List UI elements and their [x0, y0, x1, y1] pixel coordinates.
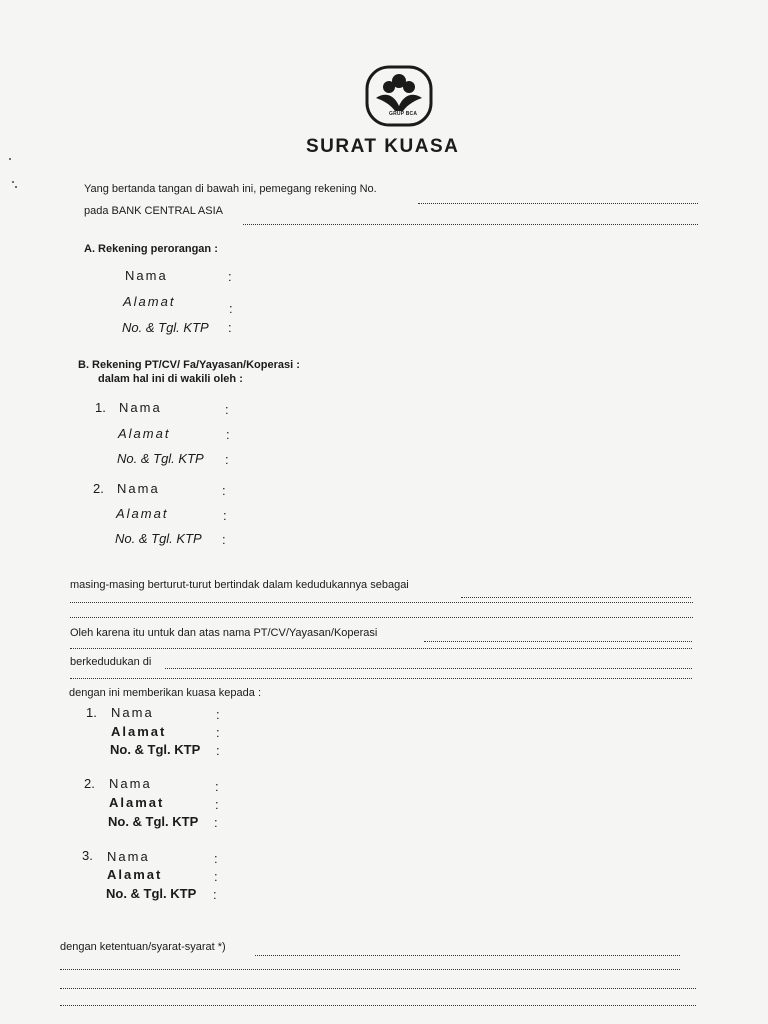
- terms-field-1[interactable]: [255, 955, 680, 956]
- kuasa-person-1-ktp-colon: :: [216, 743, 220, 758]
- kuasa-person-3-nama-label: Nama: [107, 849, 150, 864]
- account-number-field[interactable]: [418, 203, 698, 204]
- domicile-field-2[interactable]: [70, 678, 692, 679]
- section-b-person-2-ktp-label: No. & Tgl. KTP: [115, 531, 202, 546]
- section-b-person-2-number: 2.: [93, 481, 104, 496]
- intro-line-2: pada BANK CENTRAL ASIA: [84, 205, 223, 217]
- section-a-nama-colon: :: [228, 269, 232, 284]
- kuasa-person-1-alamat-label: Alamat: [111, 724, 167, 739]
- section-a-ktp-colon: :: [228, 320, 232, 335]
- scan-speck: [9, 158, 11, 160]
- ketentuan-text: dengan ketentuan/syarat-syarat *): [60, 941, 226, 953]
- kuasa-person-3-nama-colon: :: [214, 851, 218, 866]
- company-name-field-2[interactable]: [70, 648, 692, 649]
- position-field-3[interactable]: [70, 617, 693, 618]
- company-name-field-1[interactable]: [424, 641, 692, 642]
- section-a-ktp-label: No. & Tgl. KTP: [122, 320, 209, 335]
- kuasa-person-3-ktp-label: No. & Tgl. KTP: [106, 886, 197, 901]
- kuasa-person-1-ktp-label: No. & Tgl. KTP: [110, 742, 201, 757]
- terms-field-3[interactable]: [60, 988, 696, 989]
- section-b-person-1-nama-colon: :: [225, 402, 229, 417]
- terms-field-4[interactable]: [60, 1005, 696, 1006]
- scan-speck: [15, 186, 17, 188]
- section-b-subheading: dalam hal ini di wakili oleh :: [98, 373, 243, 385]
- kuasa-person-1-nama-label: Nama: [111, 705, 154, 720]
- section-a-nama-label: Nama: [125, 268, 168, 283]
- oleh-karena-text: Oleh karena itu untuk dan atas nama PT/CV/Yayasan/Koperasi: [70, 627, 378, 639]
- section-a-heading: A. Rekening perorangan :: [84, 243, 218, 255]
- section-b-person-1-nama-label: Nama: [119, 400, 162, 415]
- page-title: SURAT KUASA: [306, 136, 460, 157]
- section-b-person-2-nama-colon: :: [222, 483, 226, 498]
- domicile-field-1[interactable]: [165, 668, 692, 669]
- kuasa-person-3-ktp-colon: :: [213, 887, 217, 902]
- section-a-alamat-label: Alamat: [123, 294, 176, 309]
- kuasa-person-3-number: 3.: [82, 848, 93, 863]
- section-b-person-1-alamat-label: Alamat: [118, 426, 171, 441]
- kuasa-person-3-alamat-label: Alamat: [107, 867, 163, 882]
- section-a-alamat-colon: :: [229, 301, 233, 316]
- section-b-heading: B. Rekening PT/CV/ Fa/Yayasan/Koperasi :: [78, 359, 300, 371]
- section-b-person-2-ktp-colon: :: [222, 532, 226, 547]
- kuasa-person-1-nama-colon: :: [216, 707, 220, 722]
- kuasa-person-1-alamat-colon: :: [216, 725, 220, 740]
- kuasa-person-2-ktp-colon: :: [214, 815, 218, 830]
- section-b-person-2-nama-label: Nama: [117, 481, 160, 496]
- bca-logo-emblem-icon: [364, 64, 434, 128]
- kuasa-person-1-number: 1.: [86, 705, 97, 720]
- masing-masing-text: masing-masing berturut-turut bertindak dalam kedudukannya sebagai: [70, 579, 409, 591]
- section-b-person-1-ktp-colon: :: [225, 452, 229, 467]
- kuasa-person-3-alamat-colon: :: [214, 869, 218, 884]
- section-b-person-2-alamat-colon: :: [223, 508, 227, 523]
- kuasa-person-2-alamat-colon: :: [215, 797, 219, 812]
- section-b-person-1-number: 1.: [95, 400, 106, 415]
- kuasa-person-2-ktp-label: No. & Tgl. KTP: [108, 814, 199, 829]
- bank-branch-field[interactable]: [243, 224, 698, 225]
- berkedudukan-text: berkedudukan di: [70, 656, 152, 668]
- kuasa-person-2-nama-colon: :: [215, 779, 219, 794]
- intro-line-1: Yang bertanda tangan di bawah ini, pemegang rekening No.: [84, 183, 377, 195]
- kuasa-person-2-number: 2.: [84, 776, 95, 791]
- kuasa-person-2-nama-label: Nama: [109, 776, 152, 791]
- section-b-person-1-ktp-label: No. & Tgl. KTP: [117, 451, 204, 466]
- kuasa-person-2-alamat-label: Alamat: [109, 795, 165, 810]
- terms-field-2[interactable]: [60, 969, 680, 970]
- section-b-person-2-alamat-label: Alamat: [116, 506, 169, 521]
- position-field-2[interactable]: [70, 602, 693, 603]
- logo-caption: GRUP BCA: [389, 111, 418, 117]
- scan-speck: [12, 181, 14, 183]
- dengan-ini-text: dengan ini memberikan kuasa kepada :: [69, 687, 262, 699]
- bca-logo: [364, 64, 434, 128]
- position-field-1[interactable]: [461, 597, 691, 598]
- section-b-person-1-alamat-colon: :: [226, 427, 230, 442]
